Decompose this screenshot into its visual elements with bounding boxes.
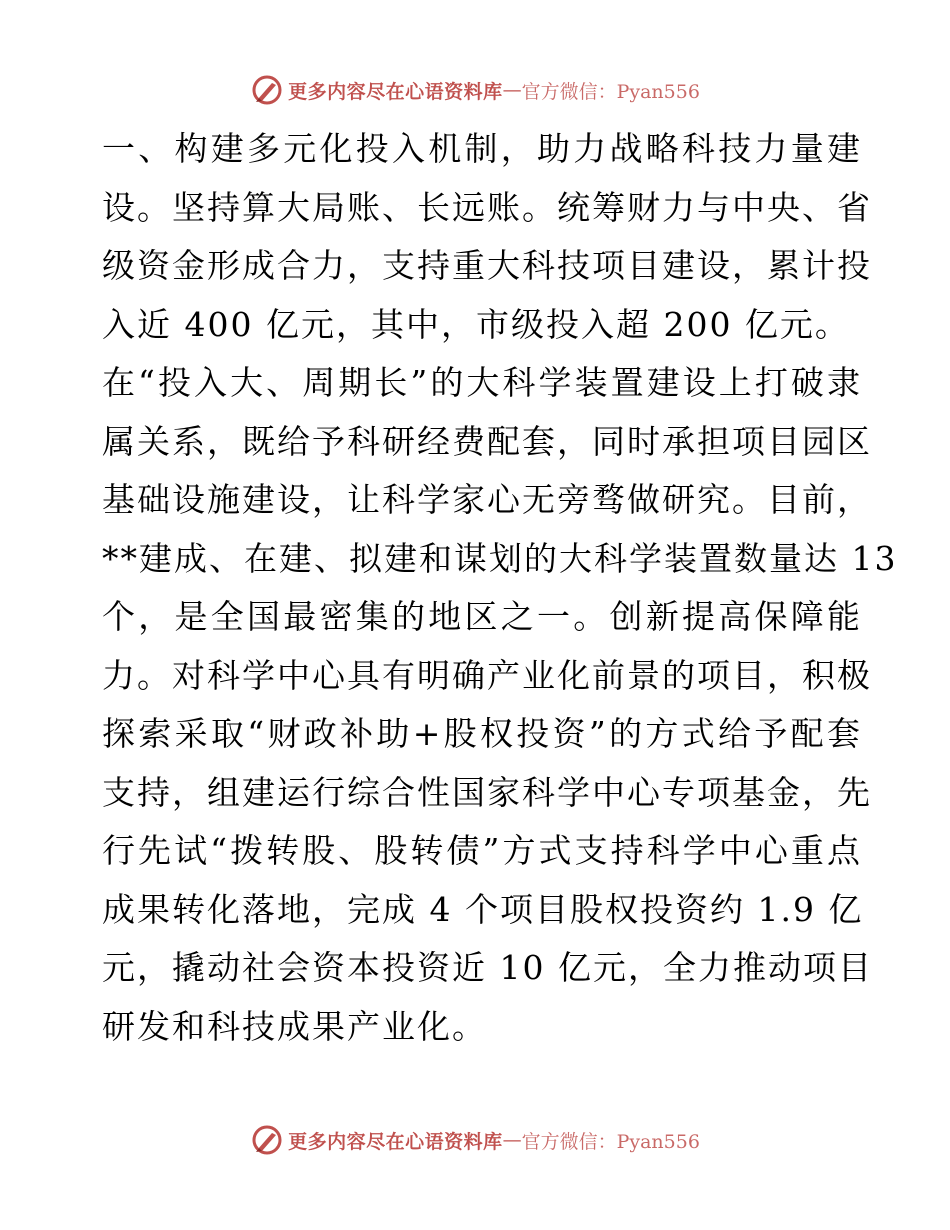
body-line: 元，撬动社会资本投资近 10 亿元，全力推动项目 (102, 948, 873, 987)
document-body (102, 120, 898, 1056)
body-line: 属关系，既给予科研经费配套，同时承担项目园区 (102, 421, 872, 461)
header-watermark (0, 70, 950, 110)
body-line: 入近 400 亿元，其中，市级投入超 200 亿元。 (102, 304, 850, 344)
watermark-contact: 官方微信：Pyan556 (521, 1130, 700, 1153)
body-line: 研发和科技成果产业化。 (102, 1006, 487, 1046)
watermark-dash: — (502, 79, 522, 101)
watermark-dash: — (502, 1129, 522, 1151)
body-line: 个，是全国最密集的地区之一。创新提高保障能 (102, 597, 862, 636)
footer-watermark (0, 1120, 950, 1160)
body-line: 力。对科学中心具有明确产业化前景的项目，积极 (102, 655, 872, 695)
body-line: 支持，组建运行综合性国家科学中心专项基金，先 (102, 772, 872, 812)
body-line: 探索采取“财政补助+股权投资”的方式给予配套 (102, 714, 862, 753)
body-line: 成果转化落地，完成 4 个项目股权投资约 1.9 亿 (102, 889, 864, 929)
watermark-contact: 官方微信：Pyan556 (521, 80, 700, 103)
body-line: 级资金形成合力，支持重大科技项目建设，累计投 (102, 246, 872, 285)
body-line: 基础设施建设，让科学家心无旁骛做研究。目前， (102, 480, 872, 519)
watermark-text: 更多内容尽在心语资料库 (288, 1130, 503, 1153)
body-line: 设。坚持算大局账、长远账。统筹财力与中央、省 (102, 187, 872, 227)
watermark-text: 更多内容尽在心语资料库 (288, 80, 503, 103)
body-line: 在“投入大、周期长”的大科学装置建设上打破隶 (102, 363, 862, 402)
body-line: **建成、在建、拟建和谋划的大科学装置数量达 13 (102, 538, 898, 578)
pen-logo-icon (250, 73, 284, 107)
body-line: 一、构建多元化投入机制，助力战略科技力量建 (102, 129, 862, 168)
body-line: 行先试“拨转股、股转债”方式支持科学中心重点 (102, 831, 862, 870)
pen-logo-icon (250, 1123, 284, 1157)
